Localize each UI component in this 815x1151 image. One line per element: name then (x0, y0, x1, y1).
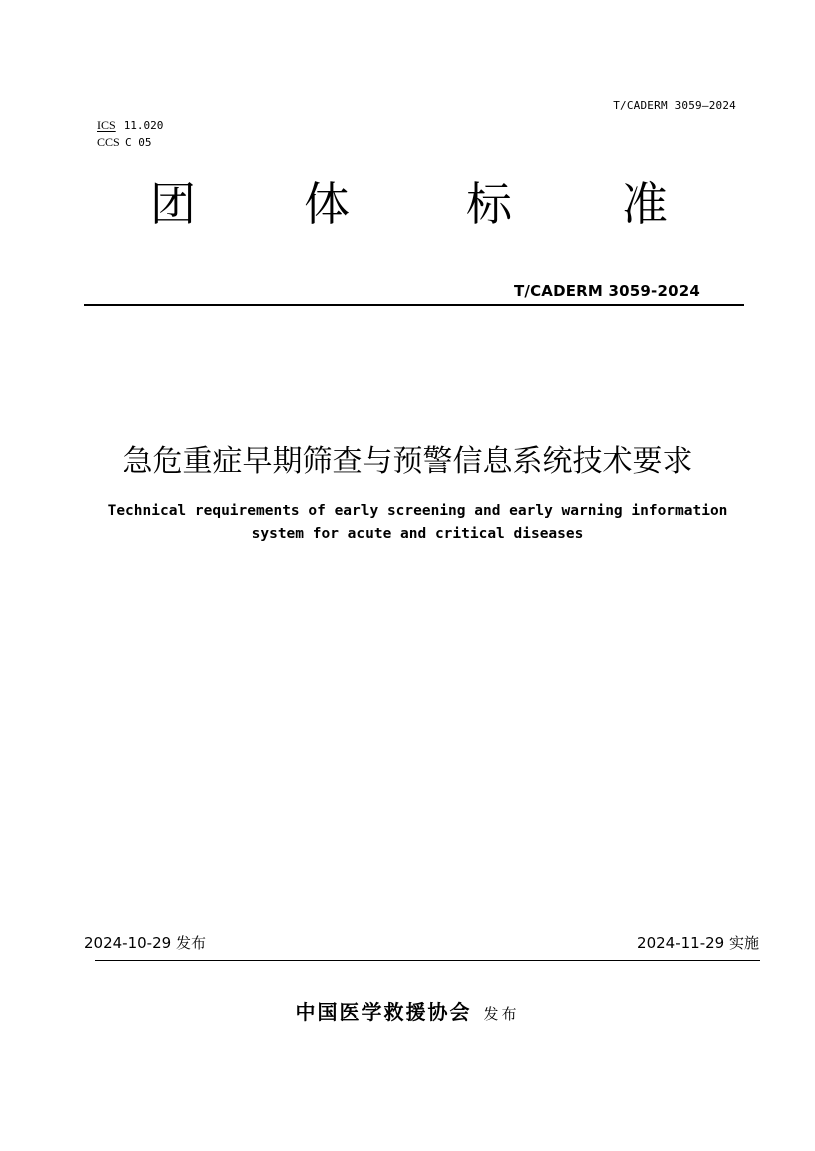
header-standard-code: T/CADERM 3059—2024 (613, 99, 736, 112)
publisher-line (0, 996, 815, 1025)
header-divider (84, 304, 744, 306)
ics-label: ICS (97, 118, 116, 132)
ccs-line (97, 134, 163, 151)
standard-type-char: 团 (150, 177, 196, 231)
standard-type-char: 准 (622, 177, 668, 231)
footer-divider (95, 960, 760, 961)
english-title-line-1: Technical requirements of early screening and early warning information (107, 503, 728, 519)
standard-type-heading (0, 176, 815, 236)
publisher-name: 中国医学救援协会 (295, 1000, 472, 1024)
ics-value: 11.020 (123, 119, 164, 132)
ics-line (97, 117, 163, 134)
standard-type-char: 体 (304, 177, 350, 231)
ccs-label: CCS (97, 135, 120, 149)
implementation-date: 2024-11-29 实施 (637, 934, 759, 952)
document-title-chinese: 急危重症早期筛查与预警信息系统技术要求 (122, 444, 693, 479)
standard-type-char: 标 (466, 177, 512, 231)
ccs-value: C 05 (125, 136, 152, 149)
standard-number: T/CADERM 3059-2024 (513, 282, 700, 300)
document-title-english (0, 500, 815, 546)
publisher-suffix: 发布 (483, 1005, 520, 1023)
classification-codes (97, 117, 163, 151)
release-date: 2024-10-29 发布 (84, 934, 206, 952)
english-title-line-2: system for acute and critical diseases (251, 526, 584, 542)
